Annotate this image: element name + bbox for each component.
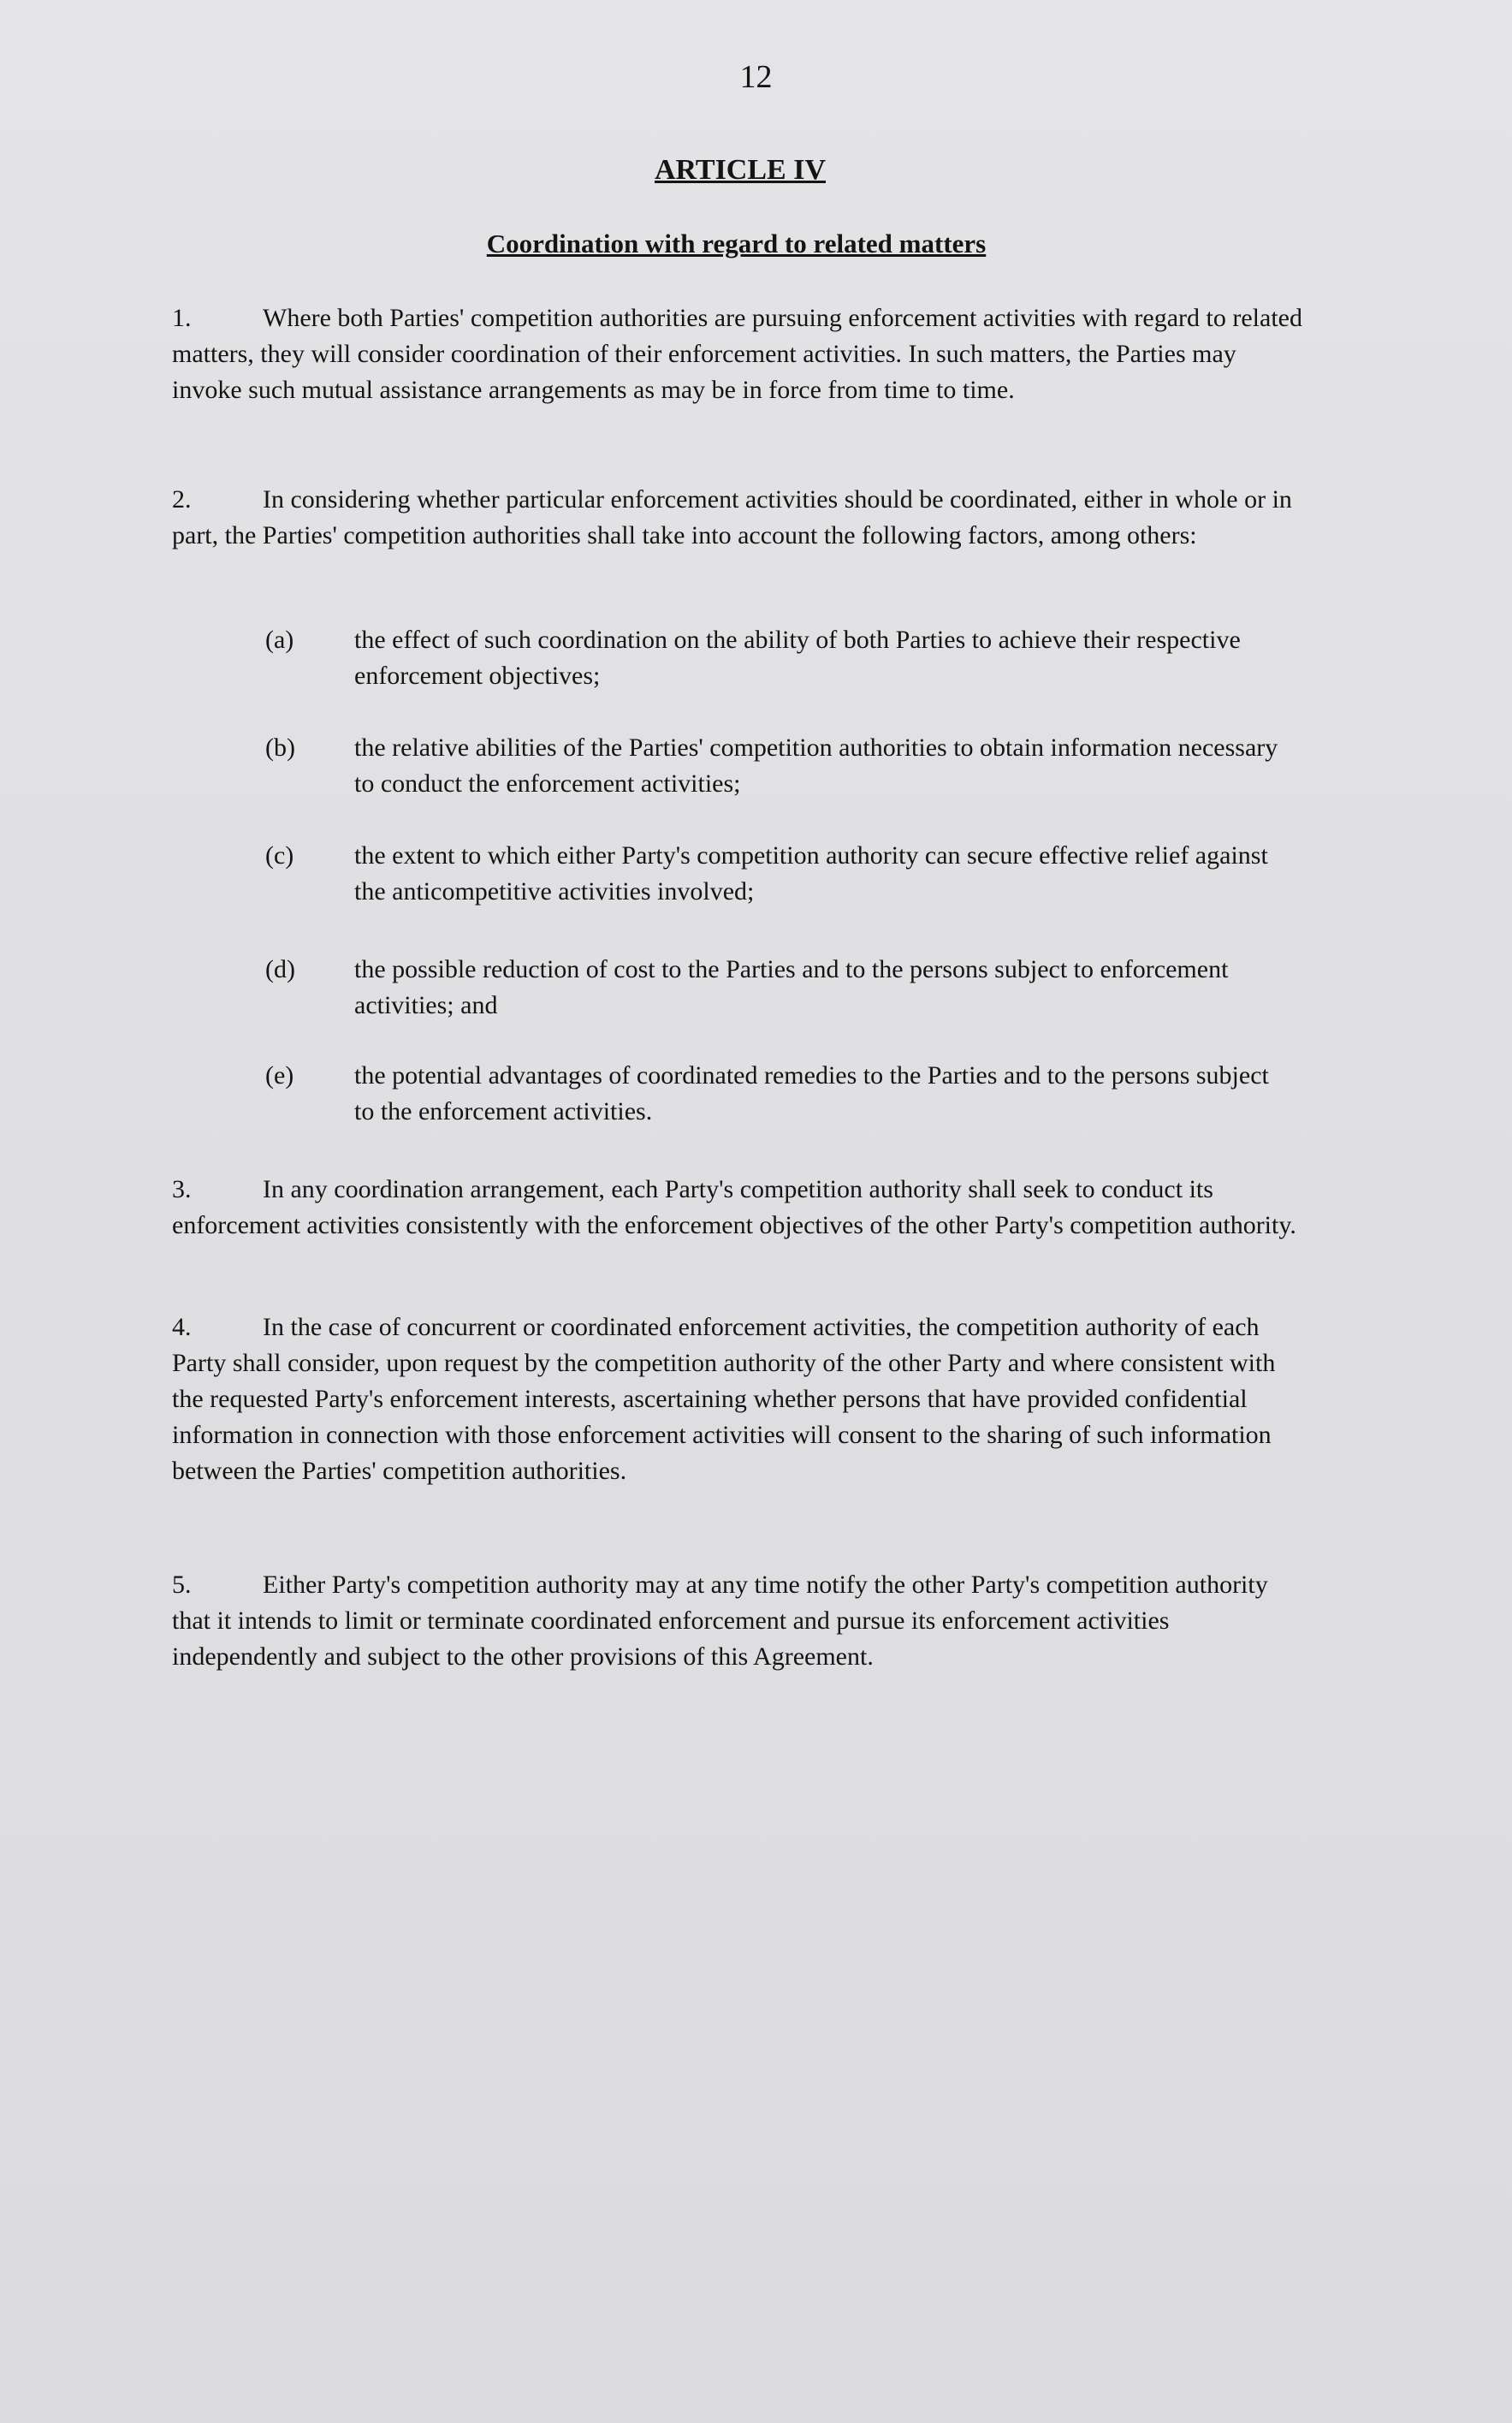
paragraph-1	[172, 300, 1310, 408]
paragraph-2	[172, 482, 1310, 554]
factor-letter: (a)	[265, 626, 294, 654]
factor-letter: (b)	[265, 733, 295, 762]
factor-text: the relative abilities of the Parties' competition authorities to obtain information necessary to conduct the enforcement activities;	[354, 733, 1278, 798]
paragraph-text: In considering whether particular enforcement activities should be coordinated, either in whole or in part, the Parties' competition authorities shall take into account the following factors, among others:	[172, 485, 1292, 549]
page-number: 12	[739, 59, 773, 95]
paragraph-text: Where both Parties' competition authorities are pursuing enforcement activities with regard to related matters, they will consider coordination of their enforcement activities. In such matters, the Parties may invoke such mutual assistance arrangements as may be in force from time to time.	[172, 304, 1302, 404]
paragraph-number: 1.	[172, 304, 192, 332]
factor-e	[265, 1058, 1292, 1130]
paragraph-number: 5.	[172, 1571, 192, 1599]
factor-b	[265, 730, 1292, 802]
article-title: ARTICLE IV	[654, 154, 826, 186]
paragraph-text: In any coordination arrangement, each Party's competition authority shall seek to conduct its enforcement activities consistently with the enforcement objectives of the other Party's competition authority.	[172, 1175, 1296, 1239]
paragraph-4	[172, 1309, 1310, 1489]
paragraph-text: Either Party's competition authority may at any time notify the other Party's competition authority that it intends to limit or terminate coordinated enforcement and pursue its enforcement activities independently and subject to the other provisions of this Agreement.	[172, 1571, 1268, 1671]
factor-c	[265, 838, 1292, 910]
factor-d	[265, 952, 1292, 1024]
factor-text: the potential advantages of coordinated remedies to the Parties and to the persons subject to the enforcement activities.	[354, 1061, 1269, 1125]
factor-a	[265, 622, 1292, 694]
factor-text: the extent to which either Party's competition authority can secure effective relief against the anticompetitive activities involved;	[354, 841, 1268, 906]
paragraph-text: In the case of concurrent or coordinated enforcement activities, the competition authority of each Party shall consider, upon request by the competition authority of the other Party and where consistent with the requested Party's enforcement interests, ascertaining whether persons that have provided confidential information in connection with those enforcement activities will consent to the sharing of such information between the Parties' competition authorities.	[172, 1313, 1276, 1485]
factor-letter: (e)	[265, 1061, 294, 1090]
factor-letter: (d)	[265, 955, 295, 983]
paragraph-number: 3.	[172, 1175, 192, 1203]
factor-letter: (c)	[265, 841, 294, 870]
paragraph-number: 2.	[172, 485, 192, 514]
factor-text: the possible reduction of cost to the Parties and to the persons subject to enforcement activities; and	[354, 955, 1229, 1019]
paragraph-number: 4.	[172, 1313, 192, 1341]
paragraph-3	[172, 1172, 1310, 1244]
paragraph-5	[172, 1567, 1310, 1675]
article-subtitle: Coordination with regard to related matters	[486, 229, 987, 258]
factor-text: the effect of such coordination on the ability of both Parties to achieve their respective enforcement objectives;	[354, 626, 1241, 690]
